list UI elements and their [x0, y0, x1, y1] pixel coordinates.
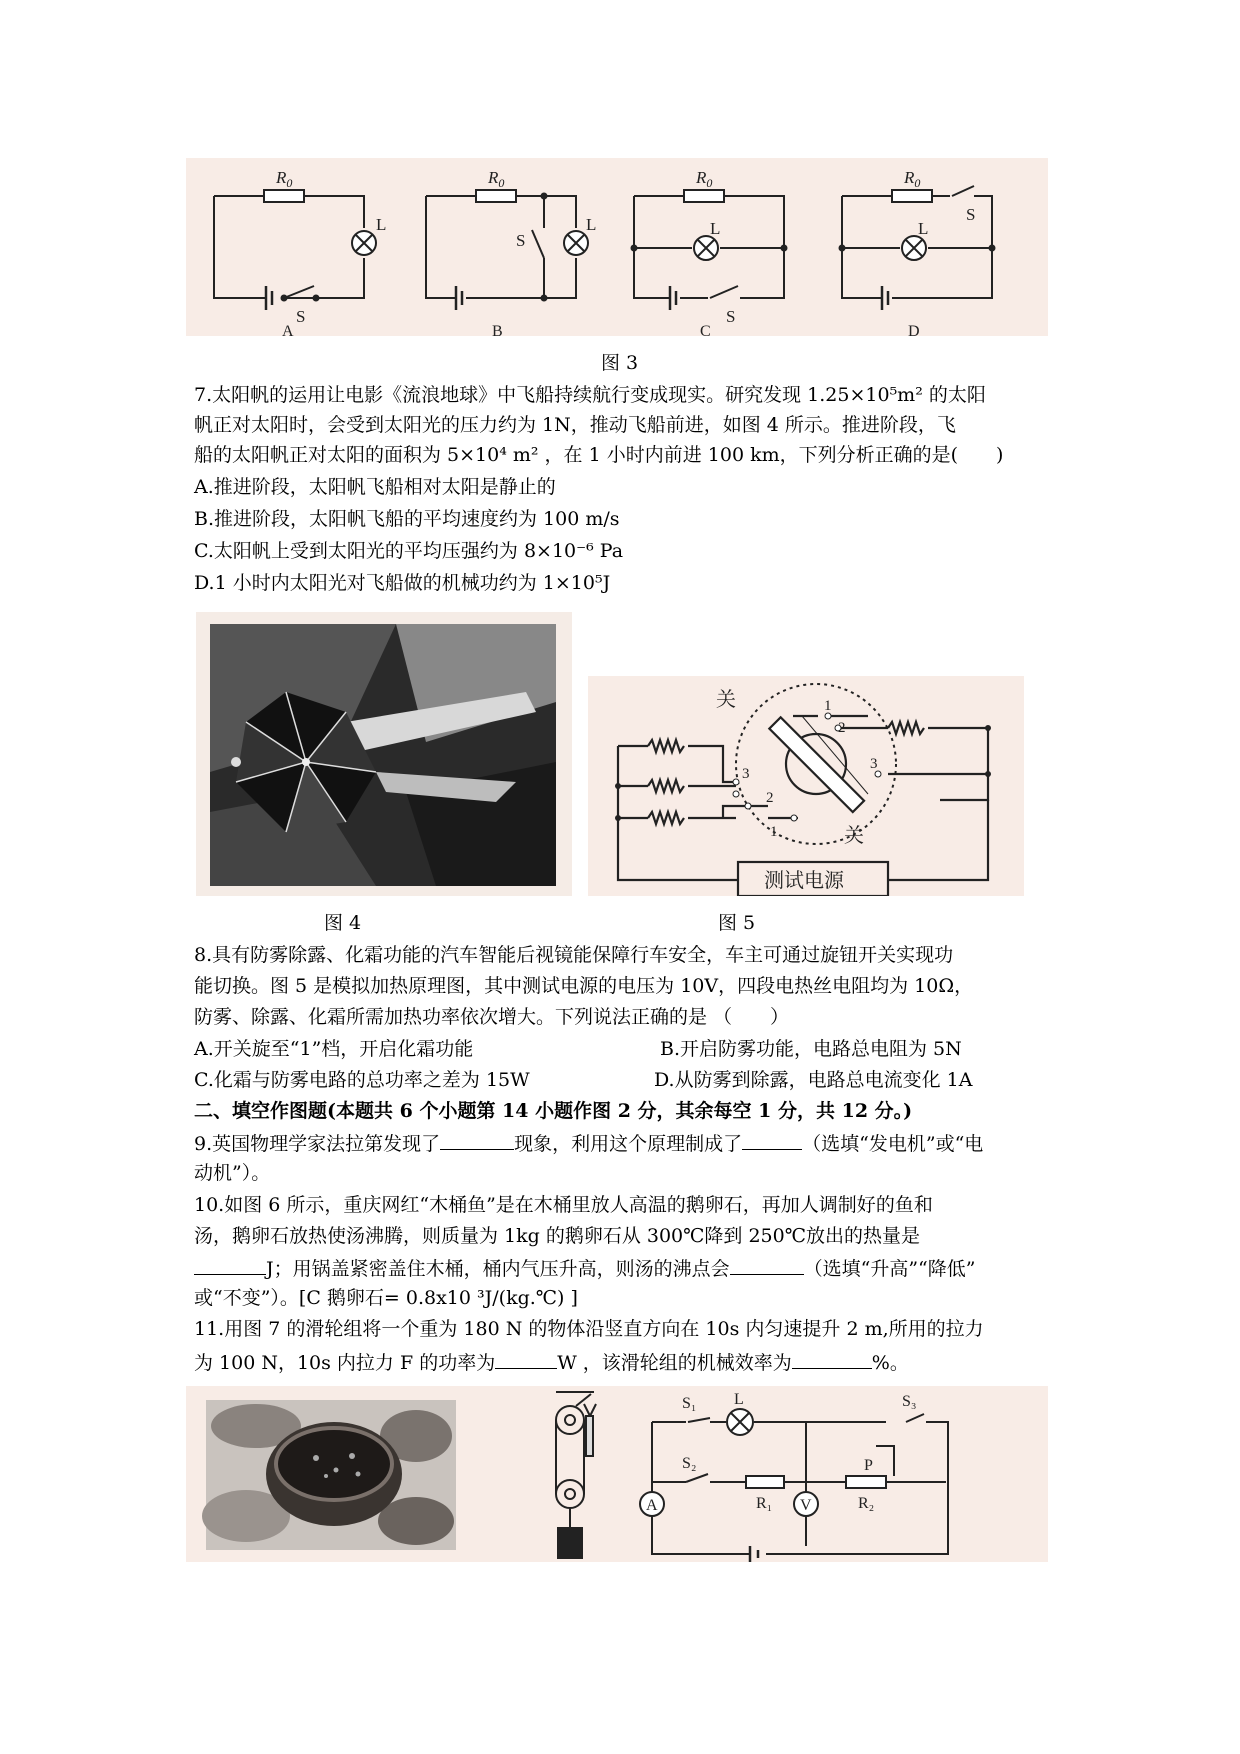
q9-line-2: 动机”）。: [194, 1162, 271, 1184]
r0-label-b: $R_0$: [488, 168, 505, 190]
fig8-s2-label: S₂: [682, 1455, 697, 1472]
q7-option-d: D.1 小时内太阳光对飞船做的机械功约为 1×10⁵J: [194, 572, 611, 594]
q8-option-a: A.开关旋至“1”档，开启化霜功能: [194, 1038, 474, 1060]
q7-option-c: C.太阳帆上受到太阳光的平均压强约为 8×10⁻⁶ Pa: [194, 540, 624, 562]
lamp-label-b: L: [586, 215, 597, 234]
q8-line-2: 能切换。图 5 是模拟加热原理图，其中测试电源的电压为 10V，四段电热丝电阻均为 10Ω，: [194, 975, 974, 997]
q10-line-2: 汤，鹅卵石放热使汤沸腾，则质量为 1kg 的鹅卵石从 300℃降到 250℃放出的热量是: [194, 1225, 920, 1247]
switch-label-d: S: [966, 205, 976, 224]
circuit-b: [426, 190, 588, 310]
fig5-contact-1-top: 1: [824, 698, 832, 714]
figure-7-pulley: [556, 1392, 596, 1558]
q7-line-3: 船的太阳帆正对太阳的面积为 5×10⁴ m² ，在 1 小时内前进 100 km，下列分析正确的是( ): [194, 444, 1004, 466]
switch-label-b: S: [516, 231, 526, 250]
q7-option-a: A.推进阶段，太阳帆飞船相对太阳是静止的: [194, 476, 556, 498]
lamp-label-c: L: [710, 219, 721, 238]
bottom-figures-panel: [186, 1386, 1048, 1562]
q10-text-3b: （选填“升高”“降低”: [803, 1258, 976, 1280]
figure-6-photo: [202, 1400, 456, 1550]
q11-line-1: 11.用图 7 的滑轮组将一个重为 180 N 的物体沿竖直方向在 10s 内匀速提升 2 m,所用的拉力: [194, 1318, 984, 1340]
fig8-voltmeter-label: V: [800, 1497, 812, 1514]
q11-text-2a: 为 100 N，10s 内拉力 F 的功率为: [194, 1352, 496, 1374]
fig8-ammeter-label: A: [646, 1497, 658, 1514]
fig8-s3-label: S₃: [902, 1393, 917, 1410]
figure-4-caption: 图 4: [324, 912, 362, 934]
q7-line-2: 帆正对太阳时，会受到太阳光的压力约为 1N，推动飞船前进，如图 4 所示。推进阶段，飞: [194, 414, 956, 436]
option-label-c: C: [700, 323, 711, 336]
circuit-a: [214, 190, 376, 310]
fig5-off-label-top: 关: [716, 689, 736, 711]
q11-text-2b: W ，该滑轮组的机械效率为: [557, 1352, 792, 1374]
switch-label-c: S: [726, 307, 736, 326]
q10-blank-1[interactable]: [194, 1256, 266, 1275]
q11-text-2c: %。: [871, 1352, 909, 1374]
q8-option-b: B.开启防雾功能，电路总电阻为 5N: [660, 1038, 962, 1060]
q7-option-b: B.推进阶段，太阳帆飞船的平均速度约为 100 m/s: [194, 508, 620, 530]
q10-line-1: 10.如图 6 所示，重庆网红“木桶鱼”是在木桶里放人高温的鹅卵石，再加人调制好的鱼和: [194, 1194, 933, 1216]
fig8-r2-label: R₂: [858, 1495, 875, 1512]
q11-blank-1[interactable]: [495, 1350, 557, 1369]
fig5-contact-1-bottom: 1: [770, 824, 778, 840]
q9-blank-2[interactable]: [742, 1131, 802, 1150]
lamp-label-a: L: [376, 215, 387, 234]
r0-label-a: $R_0$: [276, 168, 293, 190]
q11-line-2: [194, 1350, 909, 1374]
figure-5-panel: [588, 676, 1024, 896]
option-label-a: A: [282, 323, 294, 336]
fig5-power-label: 测试电源: [764, 870, 844, 892]
figure-3-caption: 图 3: [601, 352, 639, 374]
q7-line-1: 7.太阳帆的运用让电影《流浪地球》中飞船持续航行变成现实。研究发现 1.25×10⁵m² 的太阳: [194, 384, 986, 406]
q8-option-d: D.从防雾到除露，电路总电流变化 1A: [654, 1069, 973, 1091]
figure-3-circuits: [186, 158, 1048, 336]
q9-text-3: （选填“发电机”或“电: [802, 1133, 984, 1155]
fig5-contact-3-left: 3: [742, 766, 750, 782]
section-2-title: 二、填空作图题(本题共 6 个小题第 14 小题作图 2 分，其余每空 1 分，共 12 分。): [194, 1100, 913, 1122]
fig8-lamp-label: L: [734, 1391, 744, 1408]
r0-label-c: $R_0$: [696, 168, 713, 190]
figure-4-photo: [196, 612, 572, 896]
q10-blank-2[interactable]: [730, 1256, 804, 1275]
q8-line-3: 防雾、除露、化霜所需加热功率依次增大。下列说法正确的是 （ ）: [194, 1006, 790, 1028]
switch-label-a: S: [296, 307, 306, 326]
r0-label-d: $R_0$: [904, 168, 921, 190]
circuit-c: [632, 190, 787, 310]
q10-line-4: 或“不变”）。[C 鹅卵石= 0.8x10 ³J/(kg.℃) ]: [194, 1287, 578, 1309]
q9-text-1: 9.英国物理学家法拉第发现了: [194, 1133, 441, 1155]
q8-option-c: C.化霜与防雾电路的总功率之差为 15W: [194, 1069, 530, 1091]
figure-3-panel: [186, 158, 1048, 336]
q9-text-2: 现象，利用这个原理制成了: [514, 1133, 743, 1155]
figure-8-circuit: [640, 1409, 948, 1562]
fig8-s1-label: S₁: [682, 1395, 697, 1412]
q11-blank-2[interactable]: [792, 1350, 872, 1369]
fig5-contact-2-bottom: 2: [766, 790, 774, 806]
fig5-contact-2-top: 2: [838, 720, 846, 736]
q9-line-1: [194, 1131, 983, 1155]
fig5-off-label-bottom: 关: [844, 825, 864, 847]
option-label-b: B: [492, 323, 503, 336]
fig8-r1-label: R₁: [756, 1495, 773, 1512]
q9-blank-1[interactable]: [440, 1131, 514, 1150]
figure-5-caption: 图 5: [718, 912, 756, 934]
q8-line-1: 8.具有防雾除露、化霜功能的汽车智能后视镜能保障行车安全，车主可通过旋钮开关实现功: [194, 944, 954, 966]
option-label-d: D: [908, 323, 920, 336]
lamp-label-d: L: [918, 219, 929, 238]
q10-text-3a: J；用锅盖紧密盖住木桶，桶内气压升高，则汤的沸点会: [266, 1258, 730, 1280]
fig5-contact-3-right: 3: [870, 756, 878, 772]
fig8-slider-label: P: [864, 1457, 873, 1474]
q10-line-3: [194, 1256, 975, 1280]
